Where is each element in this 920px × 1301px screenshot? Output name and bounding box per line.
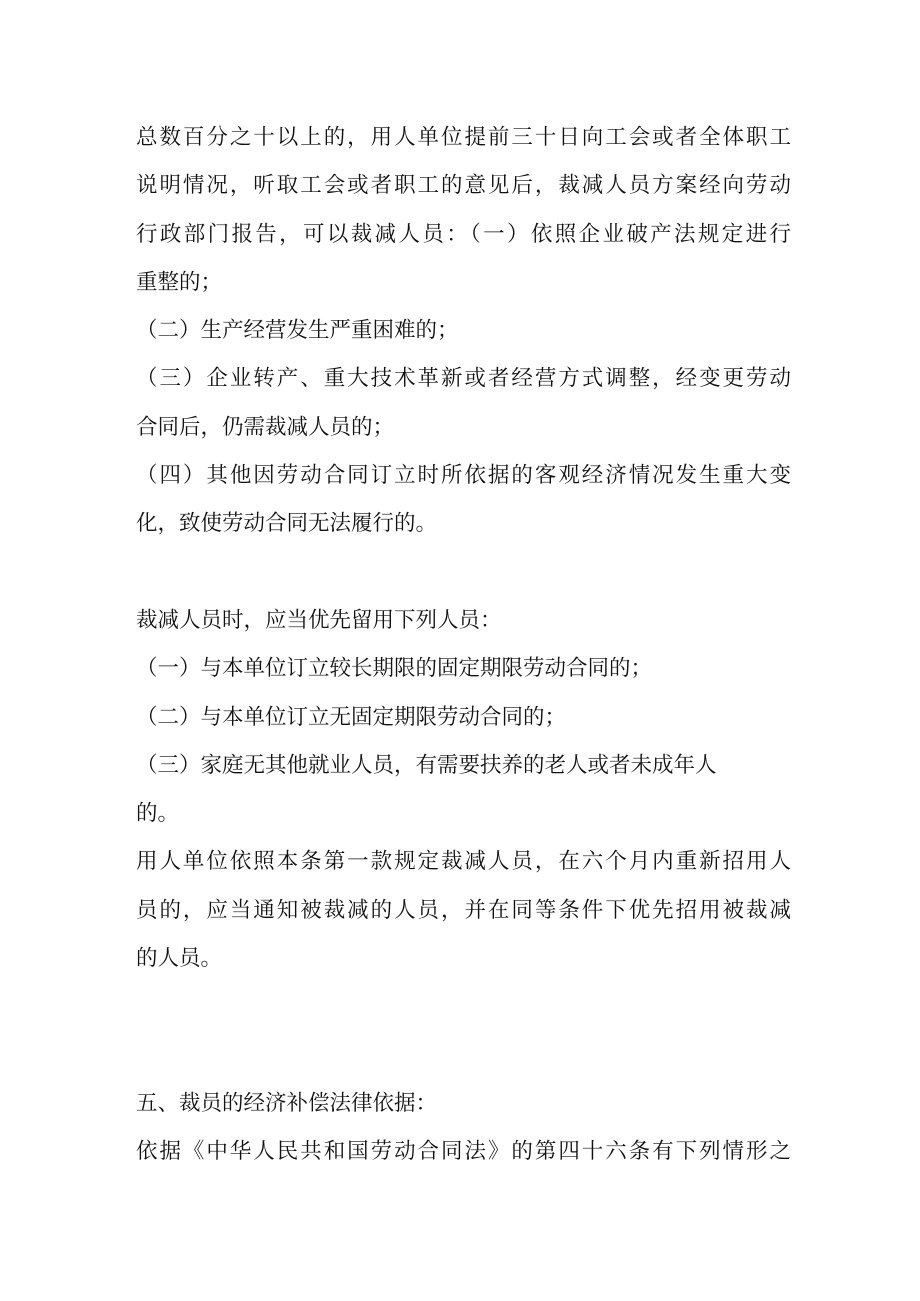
text-line: （三）家庭无其他就业人员，有需要扶养的老人或者未成年人 [136, 752, 717, 778]
text-line: 化，致使劳动合同无法履行的。 [136, 511, 438, 537]
text-line: 总数百分之十以上的，用人单位提前三十日向工会或者全体职工 [136, 125, 791, 150]
text-line: 重整的； [136, 269, 223, 295]
text-line: 说明情况，听取工会或者职工的意见后，裁减人员方案经向劳动 [136, 173, 791, 199]
text-line: 的人员。 [136, 946, 223, 972]
text-line: （三）企业转产、重大技术革新或者经营方式调整，经变更劳动 [136, 366, 791, 392]
text-line: （二）生产经营发生严重困难的； [136, 318, 459, 344]
section-heading: 五、裁员的经济补偿法律依据： [136, 1090, 438, 1116]
text-line: 的。 [136, 801, 180, 827]
text-line: 合同后，仍需裁减人员的； [136, 414, 395, 440]
text-line: （二）与本单位订立无固定期限劳动合同的； [136, 704, 567, 730]
text-line: 裁减人员时，应当优先留用下列人员： [136, 607, 502, 633]
text-line: 员的，应当通知被裁减的人员，并在同等条件下优先招用被裁减 [136, 897, 791, 923]
section-spacer [136, 983, 791, 1080]
document-body [136, 114, 791, 1177]
text-line: 行政部门报告，可以裁减人员：（一）依照企业破产法规定进行 [136, 221, 791, 247]
text-line: （一）与本单位订立较长期限的固定期限劳动合同的； [136, 656, 653, 682]
paragraph-spacer [136, 549, 791, 597]
text-line: 用人单位依照本条第一款规定裁减人员，在六个月内重新招用人 [136, 849, 791, 875]
text-line: 依据《中华人民共和国劳动合同法》的第四十六条有下列情形之 [136, 1139, 791, 1165]
text-line: （四）其他因劳动合同订立时所依据的客观经济情况发生重大变 [136, 463, 791, 489]
